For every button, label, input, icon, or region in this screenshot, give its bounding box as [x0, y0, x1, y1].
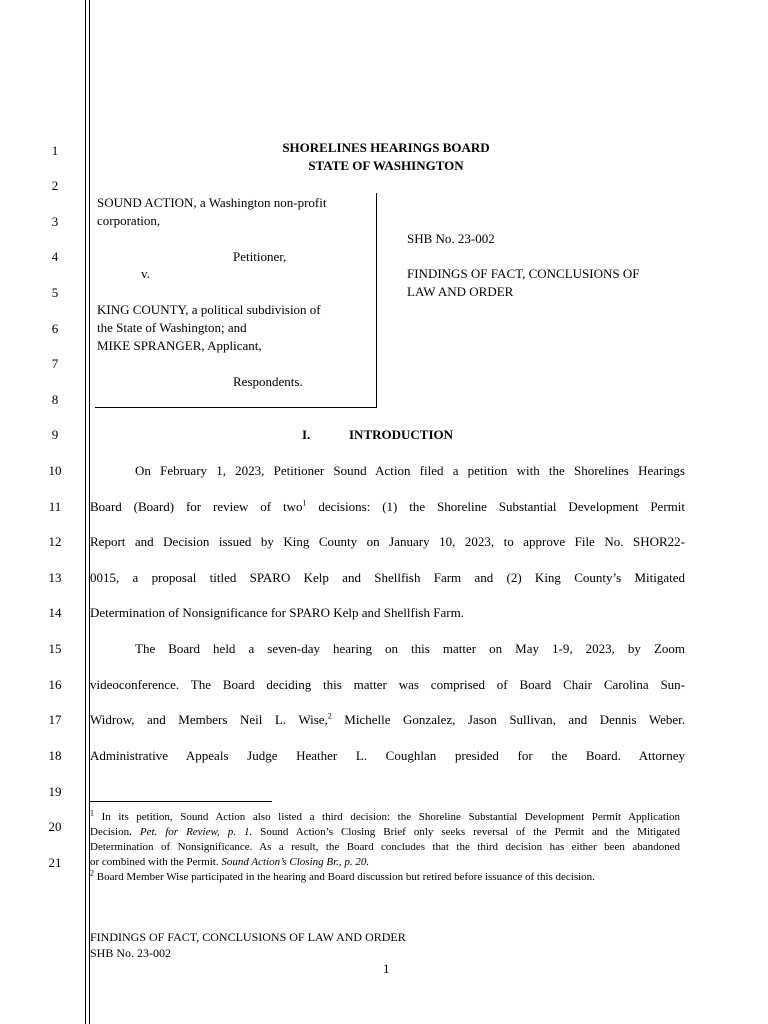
line-number: 18	[48, 748, 62, 763]
respondent-role: Respondents.	[233, 374, 303, 389]
body-line: Administrative Appeals Judge Heather L. Coughlan presided for the Board. Attorney	[90, 748, 685, 763]
line-number: 13	[48, 570, 62, 585]
line-number: 3	[51, 214, 59, 229]
document-title-line2: LAW AND ORDER	[407, 284, 514, 299]
state-title: STATE OF WASHINGTON	[308, 158, 464, 173]
line-number: 15	[48, 641, 62, 656]
body-line: Report and Decision issued by King County on January 10, 2023, to approve File No. SHOR22-	[90, 534, 685, 549]
line-number: 17	[48, 712, 62, 727]
line-number: 5	[51, 285, 59, 300]
case-number: SHB No. 23-002	[407, 231, 495, 246]
line-number: 9	[51, 427, 59, 442]
line-number: 12	[48, 534, 62, 549]
footnote-ref-2[interactable]: 2	[327, 711, 332, 721]
page-number: 1	[383, 961, 390, 976]
footer-case-number: SHB No. 23-002	[90, 946, 172, 960]
line-number: 16	[48, 677, 62, 692]
caption-divider-vertical	[376, 193, 377, 407]
footnote-1-line: Decision. Pet. for Review, p. 1. Sound Action’s Closing Brief only seeks reversal of the Permit and the Mitigated	[90, 826, 680, 838]
line-number: 6	[51, 321, 59, 336]
caption-divider-horizontal	[95, 407, 377, 408]
footnote-1-line: Determination of Nonsignificance. As a result, the Board concludes that the third decision has either been abandoned	[90, 841, 680, 853]
line-number: 11	[48, 499, 62, 514]
body-line: Widrow, and Members Neil L. Wise,$^2$ Michelle Gonzalez, Jason Sullivan, and Dennis Weber.	[90, 711, 685, 727]
footer-title: FINDINGS OF FACT, CONCLUSIONS OF LAW AND ORDER	[90, 930, 406, 944]
body-line: videoconference. The Board deciding this matter was comprised of Board Chair Carolina Sun-	[90, 677, 685, 692]
footnote-ref-1[interactable]: 1	[302, 498, 307, 508]
left-margin-rule-outer	[85, 0, 86, 1024]
line-number: 8	[51, 392, 59, 407]
respondent-description: the State of Washington; and	[97, 320, 247, 335]
line-number: 21	[48, 855, 62, 870]
line-number: 4	[51, 249, 59, 264]
body-line: The Board held a seven-day hearing on this matter on May 1-9, 2023, by Zoom	[135, 641, 685, 656]
footnote-1-line: or combined with the Permit. Sound Action’s Closing Br., p. 20.	[90, 856, 370, 868]
line-number: 14	[48, 605, 62, 620]
line-number: 10	[48, 463, 62, 478]
body-line: On February 1, 2023, Petitioner Sound Action filed a petition with the Shorelines Hearings	[135, 463, 685, 478]
line-number: 2	[51, 178, 59, 193]
document-title-line1: FINDINGS OF FACT, CONCLUSIONS OF	[407, 266, 640, 281]
applicant-name: MIKE SPRANGER, Applicant,	[97, 338, 262, 353]
petitioner-name: SOUND ACTION, a Washington non-profit	[97, 195, 327, 210]
section-number: I.	[302, 427, 311, 442]
section-title: INTRODUCTION	[349, 427, 454, 442]
footnote-1-line: $^1$ In its petition, Sound Action also listed a third decision: the Shoreline Substantial Development Permit Application	[90, 808, 680, 823]
body-line: Determination of Nonsignificance for SPARO Kelp and Shellfish Farm.	[90, 605, 464, 620]
footnote-2: $^2$ Board Member Wise participated in the hearing and Board discussion but retired before issuance of this decision.	[90, 868, 595, 883]
line-number: 20	[48, 819, 62, 834]
petitioner-description: corporation,	[97, 213, 161, 228]
footnote-separator	[90, 801, 272, 802]
line-number: 7	[51, 356, 59, 371]
board-title: SHORELINES HEARINGS BOARD	[282, 140, 490, 155]
line-number: 1	[51, 143, 59, 158]
body-line: Board (Board) for review of two$^1$ decisions: (1) the Shoreline Substantial Development Permit	[90, 498, 685, 514]
versus: v.	[141, 266, 150, 281]
petitioner-role: Petitioner,	[233, 249, 287, 264]
line-number: 19	[48, 784, 62, 799]
body-line: 0015, a proposal titled SPARO Kelp and Shellfish Farm and (2) King County’s Mitigated	[90, 570, 685, 585]
respondent-name: KING COUNTY, a political subdivision of	[97, 302, 321, 317]
